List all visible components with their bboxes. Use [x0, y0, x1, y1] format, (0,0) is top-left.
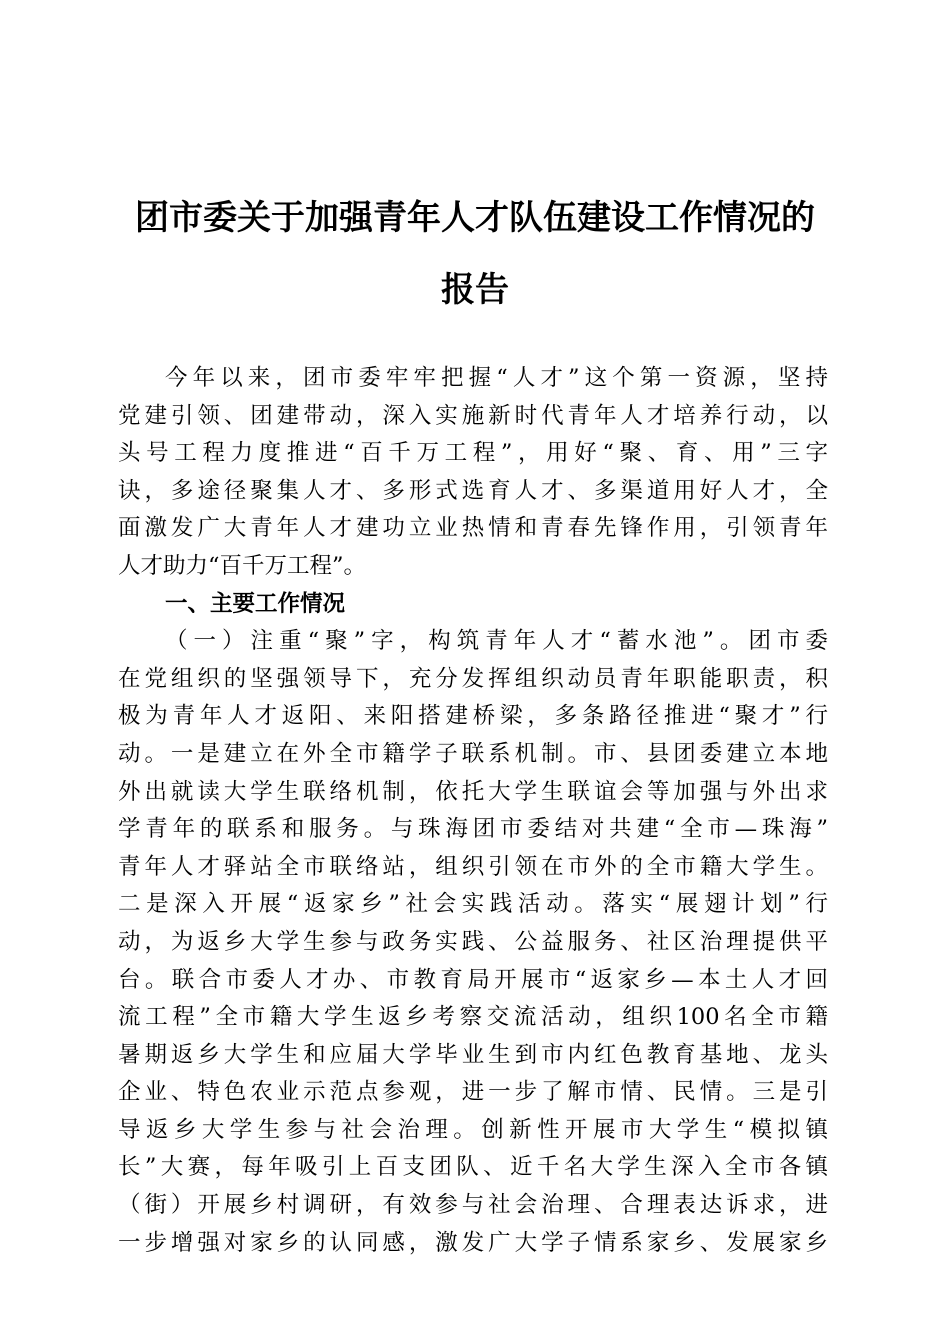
paragraph-line: 流工程”全市籍大学生返乡考察交流活动，组织100名全市籍: [118, 1004, 828, 1031]
paragraph-line: 一步增强对家乡的认同感，激发广大学子情系家乡、发展家乡: [118, 1229, 828, 1256]
paragraph-line: （街）开展乡村调研，有效参与社会治理、合理表达诉求，进: [118, 1192, 828, 1219]
paragraph-line: 动，为返乡大学生参与政务实践、公益服务、社区治理提供平: [118, 928, 828, 955]
paragraph-line: 长”大赛，每年吸引上百支团队、近千名大学生深入全市各镇: [118, 1154, 828, 1181]
paragraph-line: 外出就读大学生联络机制，依托大学生联谊会等加强与外出求: [118, 778, 828, 805]
paragraph-line: 青年人才驿站全市联络站，组织引领在市外的全市籍大学生。: [118, 853, 828, 880]
document-title-line-2: 报告: [441, 270, 509, 310]
paragraph-line: 二是深入开展“返家乡”社会实践活动。落实“展翅计划”行: [118, 891, 828, 918]
document-body: [118, 360, 828, 1262]
document-title-line-1: 团市委关于加强青年人才队伍建设工作情况的: [135, 198, 815, 238]
paragraph-line: 在党组织的坚强领导下，充分发挥组织动员青年职能职责，积: [118, 665, 828, 692]
paragraph-line: 今年以来，团市委牢牢把握“人才”这个第一资源，坚持: [165, 365, 828, 391]
paragraph-line: 台。联合市委人才办、市教育局开展市“返家乡—本土人才回: [118, 966, 828, 993]
paragraph-line: （一）注重“聚”字，构筑青年人才“蓄水池”。团市委: [165, 628, 828, 655]
section-heading: 一、主要工作情况: [165, 590, 346, 617]
paragraph-line: 人才助力“百千万工程”。: [118, 552, 367, 579]
paragraph-line: 暑期返乡大学生和应届大学毕业生到市内红色教育基地、龙头: [118, 1041, 828, 1068]
paragraph-line: 导返乡大学生参与社会治理。创新性开展市大学生“模拟镇: [118, 1116, 828, 1143]
paragraph-line: 极为青年人才返阳、来阳搭建桥梁，多条路径推进“聚才”行: [118, 703, 828, 730]
paragraph-line: 党建引领、团建带动，深入实施新时代青年人才培养行动，以: [118, 402, 828, 429]
paragraph-line: 头号工程力度推进“百千万工程”，用好“聚、育、用”三字: [118, 440, 828, 467]
paragraph-line: 企业、特色农业示范点参观，进一步了解市情、民情。三是引: [118, 1079, 828, 1106]
paragraph-line: 动。一是建立在外全市籍学子联系机制。市、县团委建立本地: [118, 740, 828, 767]
paragraph-line: 面激发广大青年人才建功立业热情和青春先锋作用，引领青年: [118, 515, 828, 542]
paragraph-line: 诀，多途径聚集人才、多形式选育人才、多渠道用好人才，全: [118, 477, 828, 504]
paragraph-line: 学青年的联系和服务。与珠海团市委结对共建“全市—珠海”: [118, 816, 828, 843]
